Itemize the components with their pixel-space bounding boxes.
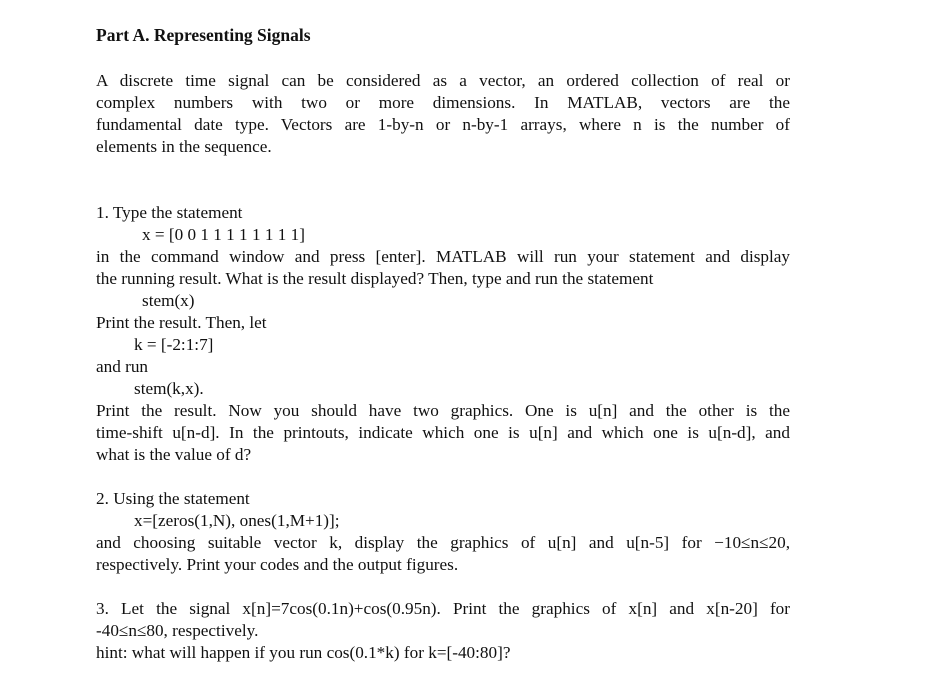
question-2 bbox=[96, 488, 790, 576]
document-page bbox=[96, 22, 790, 664]
q1-code-stem: stem(x) bbox=[142, 291, 195, 310]
q3-text-line: -40≤n≤80, respectively. bbox=[96, 621, 259, 640]
q1-code-x: x = [0 0 1 1 1 1 1 1 1 1] bbox=[142, 225, 305, 244]
q1-text-run: and run bbox=[96, 357, 149, 376]
question-1 bbox=[96, 202, 790, 466]
q2-code: x=[zeros(1,N), ones(1,M+1)]; bbox=[134, 511, 340, 530]
q1-lead: 1. Type the statement bbox=[96, 203, 243, 222]
q1-text-line: the running result. What is the result displayed? Then, type and run the statement bbox=[96, 269, 654, 288]
q1-code-stemkx: stem(k,x). bbox=[134, 379, 204, 398]
q1-text-line: in the command window and press [enter]. MATLAB will run your statement and display bbox=[96, 247, 790, 266]
q1-code-k: k = [-2:1:7] bbox=[134, 335, 214, 354]
q2-text-line: respectively. Print your codes and the output figures. bbox=[96, 555, 459, 574]
q3-hint: hint: what will happen if you run cos(0.1*k) for k=[-40:80]? bbox=[96, 643, 511, 662]
section-title: Part A. Representing Signals bbox=[96, 25, 311, 45]
q1-text-print: Print the result. Then, let bbox=[96, 313, 267, 332]
intro-line: elements in the sequence. bbox=[96, 137, 272, 156]
q1-text-line: Print the result. Now you should have two graphics. One is u[n] and the other is the bbox=[96, 401, 790, 420]
intro-line: A discrete time signal can be considered as a vector, an ordered collection of real or bbox=[96, 71, 790, 90]
intro-line: fundamental date type. Vectors are 1-by-n or n-by-1 arrays, where n is the number of bbox=[96, 115, 790, 134]
q2-text-line: and choosing suitable vector k, display the graphics of u[n] and u[n-5] for −10≤n≤20, bbox=[96, 533, 790, 552]
q1-text-line: what is the value of d? bbox=[96, 445, 252, 464]
q2-lead: 2. Using the statement bbox=[96, 489, 250, 508]
q3-text-line: 3. Let the signal x[n]=7cos(0.1n)+cos(0.95n). Print the graphics of x[n] and x[n-20] for bbox=[96, 599, 790, 618]
question-3 bbox=[96, 598, 790, 664]
intro-line: complex numbers with two or more dimensions. In MATLAB, vectors are the bbox=[96, 93, 790, 112]
intro-paragraph bbox=[96, 70, 790, 158]
q1-text-line: time-shift u[n-d]. In the printouts, indicate which one is u[n] and which one is u[n-d], and bbox=[96, 423, 790, 442]
